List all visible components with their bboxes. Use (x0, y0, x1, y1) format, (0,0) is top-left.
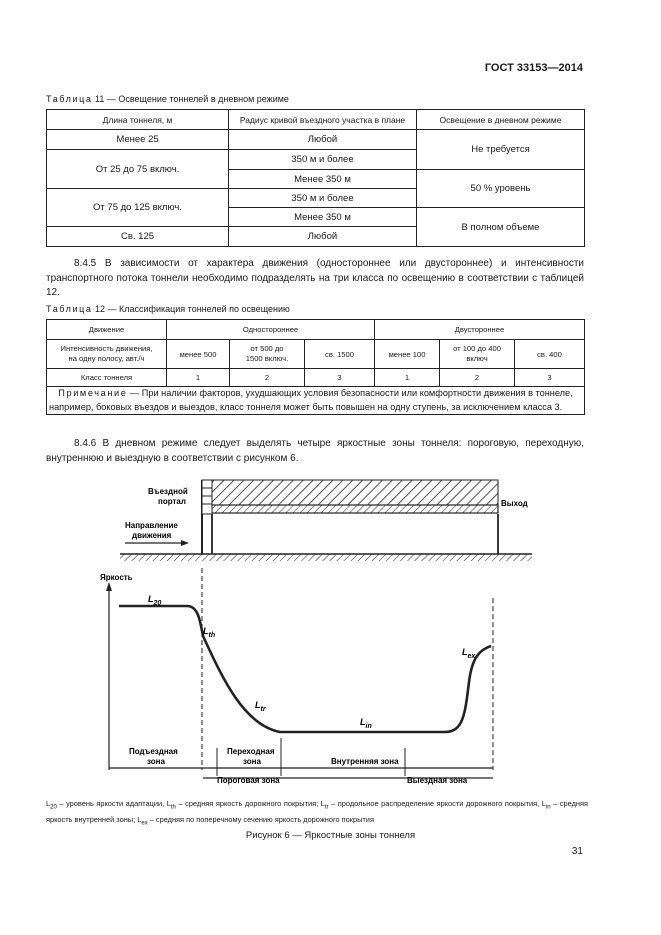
table-12 (46, 319, 585, 415)
table11-cell: Менее 350 м (229, 170, 417, 189)
table12-caption-word: Таблица (46, 304, 93, 314)
table11-header-radius: Радиус кривой въездного участка в плане (229, 110, 417, 130)
paragraph-8-4-6: 8.4.6 В дневном режиме следует выделять четыре яркостные зоны тоннеля: пороговую, переходную, внутреннюю и выездную в соответствии с рисунком 6. (46, 438, 584, 464)
direction-label-1: Направление (125, 521, 178, 530)
table12-cell: 3 (305, 369, 375, 387)
table12-cell: от 100 до 400 включ (440, 340, 515, 369)
zone-exit: Выездная зона (407, 776, 468, 785)
standard-header: ГОСТ 33153—2014 (484, 62, 583, 74)
table12-cell: менее 500 (167, 340, 230, 369)
table11-caption (46, 94, 289, 104)
table12-cell: 3 (515, 369, 585, 387)
paragraph-8-4-5: 8.4.5 В зависимости от характера движения (одностороннее или двустороннее) и интенсивности транспортного потока тоннели необходимо подразделять на три класса по освещению в соответствии с таблицей 12. (46, 258, 584, 298)
table12-class-label: Класс тоннеля (47, 369, 167, 387)
direction-arrowhead (181, 540, 189, 546)
table11-caption-text: 11 — Освещение тоннелей в дневном режиме (95, 94, 289, 104)
zone-approach-2: зона (147, 757, 165, 766)
table11-cell: Любой (229, 130, 417, 150)
table11-header-lighting: Освещение в дневном режиме (417, 110, 585, 130)
table11-caption-word: Таблица (46, 94, 93, 104)
label-L20: $L_{20}$ (148, 594, 162, 607)
direction-label-2: движения (132, 531, 172, 540)
table12-caption-text: 12 — Классификация тоннелей по освещению (95, 304, 290, 314)
table11-cell: Любой (229, 227, 417, 247)
label-Lth: $L_{th}$ (203, 626, 216, 639)
table12-intensity-label: Интенсивность движения, на одну полосу, авт./ч (47, 340, 167, 369)
table11-cell: Св. 125 (47, 227, 229, 247)
table-11 (46, 109, 585, 247)
entry-portal-block (202, 480, 212, 514)
zone-inner: Внутренняя зона (331, 757, 399, 766)
zone-transition-2: зона (243, 757, 261, 766)
table11-cell: Менее 25 (47, 130, 229, 150)
exit-label: Выход (501, 499, 528, 508)
brightness-label: Яркость (100, 573, 133, 582)
table12-cell: от 500 до 1500 включ. (230, 340, 305, 369)
table11-cell: Менее 350 м (229, 208, 417, 227)
table11-cell: 350 м и более (229, 150, 417, 170)
label-Ltr: $L_{tr}$ (255, 700, 266, 713)
ground-hatch (120, 554, 532, 561)
table11-cell: В полном объеме (417, 208, 585, 247)
table11-cell: 350 м и более (229, 189, 417, 208)
table12-cell: 1 (167, 369, 230, 387)
zone-threshold: Пороговая зона (217, 776, 280, 785)
label-Lin: $L_{in}$ (360, 717, 372, 730)
figure-caption: Рисунок 6 — Яркостные зоны тоннеля (245, 830, 416, 841)
table11-header-length: Длина тоннеля, м (47, 110, 229, 130)
table12-cell: 2 (440, 369, 515, 387)
table12-two-way: Двустороннее (375, 320, 585, 340)
tunnel-ceiling-strip (202, 505, 498, 513)
table12-caption (46, 304, 290, 314)
figure-6-tunnel-zones (95, 470, 545, 790)
table12-movement-label: Движение (47, 320, 167, 340)
table11-cell: 50 % уровень (417, 170, 585, 208)
table11-cell: Не требуется (417, 130, 585, 170)
entry-portal-label-1: Въездной (148, 487, 188, 496)
table12-cell: менее 100 (375, 340, 440, 369)
note-word: Примечание (58, 388, 128, 398)
table12-cell: 2 (230, 369, 305, 387)
table12-cell: св. 1500 (305, 340, 375, 369)
note-text: — При наличии факторов, ухудшающих условия безопасности или комфортности движения в тоннеле, например, боковых въездов и выездов, класс тоннеля может быть повышен на одну ступень, за исключением класса 3. (49, 388, 573, 412)
brightness-curve (119, 606, 491, 732)
table12-cell: 1 (375, 369, 440, 387)
zone-approach-1: Подъездная (129, 747, 178, 756)
tunnel-roof-hatch (202, 480, 498, 505)
zone-transition-1: Переходная (227, 747, 275, 756)
table12-note (47, 387, 585, 415)
figure-legend: $L_{20}$ – уровень яркости адаптации, $L_{th}$ – средняя яркость дорожного покрытия; $L_{tr}$ – продольное распределение яркости дорожного покрытия, $L_{in}$ – средняя яркость внутренней зоны; $L_{ex}$ – средняя по поперечному сечению яркость дорожного покрытия (46, 799, 588, 827)
label-Lex: $L_{ex}$ (462, 647, 476, 660)
entry-portal-label-2: портал (158, 497, 186, 506)
brightness-axis-arrow (106, 582, 112, 591)
table12-one-way: Одностороннее (167, 320, 375, 340)
table11-cell: От 75 до 125 включ. (47, 189, 229, 227)
table11-cell: От 25 до 75 включ. (47, 150, 229, 189)
table12-cell: св. 400 (515, 340, 585, 369)
page-number: 31 (571, 846, 583, 857)
